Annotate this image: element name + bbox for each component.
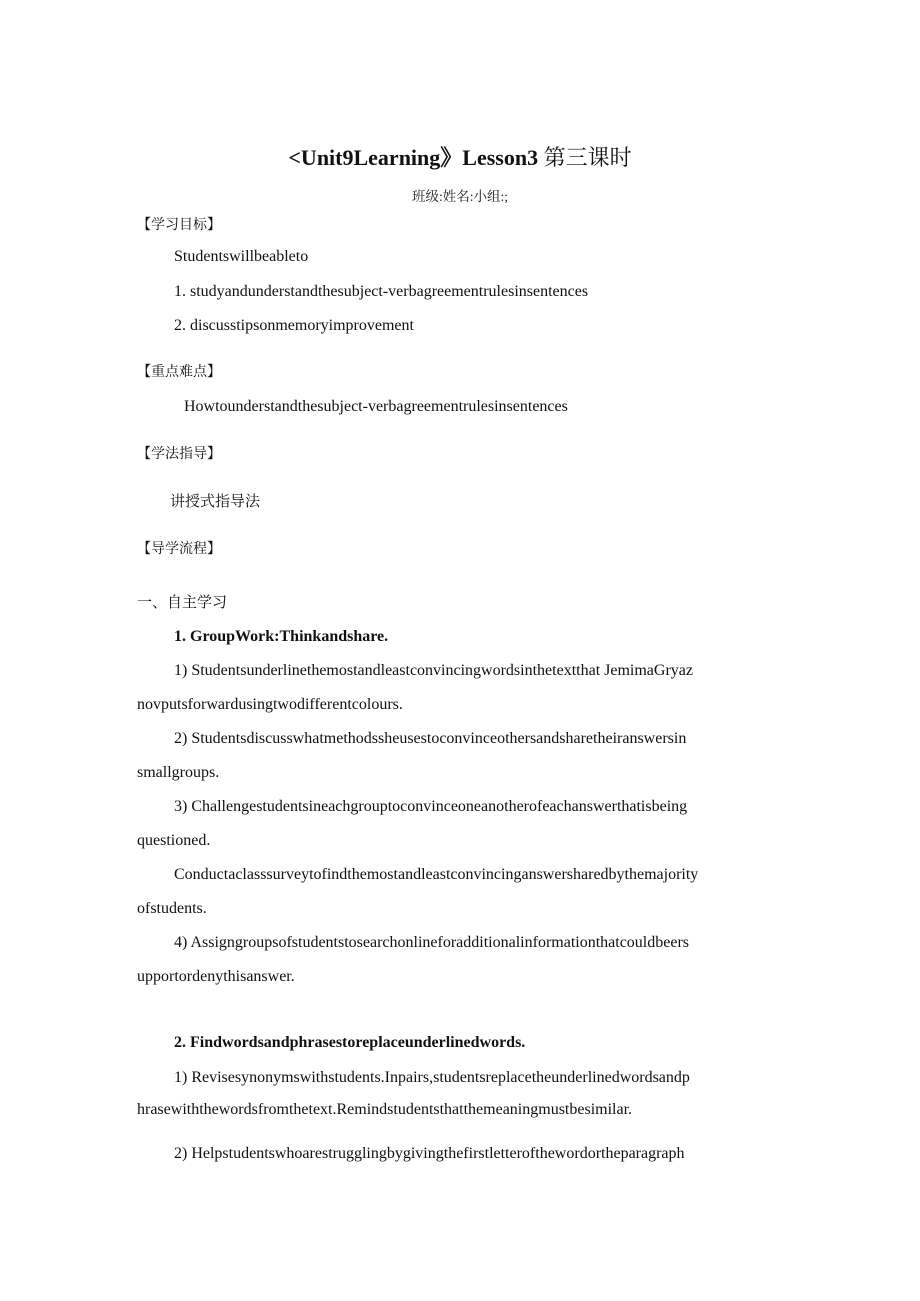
part1-item3-line3: Conductaclasssurveytofindthemostandleastconvincinganswersharedbythemajority (174, 866, 699, 883)
part1-item4-line1: 4) Assigngroupsofstudentstosearchonlineforadditionalinformationthatcouldbeers (174, 934, 689, 951)
part1-item3-line1: 3) Challengestudentsineachgrouptoconvinceoneanotherofeachanswerthatisbeing (174, 798, 688, 815)
method-text: 讲授式指导法 (170, 494, 261, 510)
subtitle-class-name-group: 班级:姓名:小组:; (411, 189, 508, 204)
part1-item3-line2: questioned. (137, 832, 211, 849)
goals-intro: Studentswillbeableto (174, 248, 309, 265)
part1-heading: 1. GroupWork:Thinkandshare. (174, 628, 389, 645)
self-study-heading: 一、自主学习 (137, 595, 228, 611)
section-heading-goals: 【学习目标】 (137, 218, 221, 233)
part1-item2-line2: smallgroups. (137, 764, 220, 781)
part1-item3-line4: ofstudents. (137, 900, 207, 917)
section-heading-method: 【学法指导】 (137, 447, 221, 462)
page-title (0, 141, 920, 172)
part1-item1-line1: 1) Studentsunderlinethemostandleastconvincingwordsinthetextthat JemimaGryaz (174, 662, 693, 679)
part2-item1-line2: hrasewiththewordsfromthetext.Remindstudentsthatthemeaningmustbesimilar. (137, 1101, 633, 1118)
section-heading-process: 【导学流程】 (137, 542, 221, 557)
title-english: <Unit9Learning》Lesson3 (288, 145, 539, 170)
part1-item2-line1: 2) Studentsdiscusswhatmethodssheusestoconvinceothersandsharetheiranswersin (174, 730, 687, 747)
key-points-text: Howtounderstandthesubject-verbagreementrulesinsentences (184, 398, 568, 415)
part2-item1-line1: 1) Revisesynonymswithstudents.Inpairs,studentsreplacetheunderlinedwordsandp (174, 1069, 690, 1086)
section-heading-key-points: 【重点难点】 (137, 365, 221, 380)
part1-item4-line2: upportordenythisanswer. (137, 968, 295, 985)
part2-item2-line1: 2) Helpstudentswhoarestrugglingbygivingthefirstletterofthewordortheparagraph (174, 1145, 685, 1162)
part2-heading: 2. Findwordsandphrasestoreplaceunderlinedwords. (174, 1034, 526, 1051)
goal-item-2: 2. discusstipsonmemoryimprovement (174, 317, 414, 334)
title-chinese: 第三课时 (543, 145, 632, 170)
goal-item-1: 1. studyandunderstandthesubject-verbagreementrulesinsentences (174, 283, 589, 300)
part1-item1-line2: novputsforwardusingtwodifferentcolours. (137, 696, 403, 713)
